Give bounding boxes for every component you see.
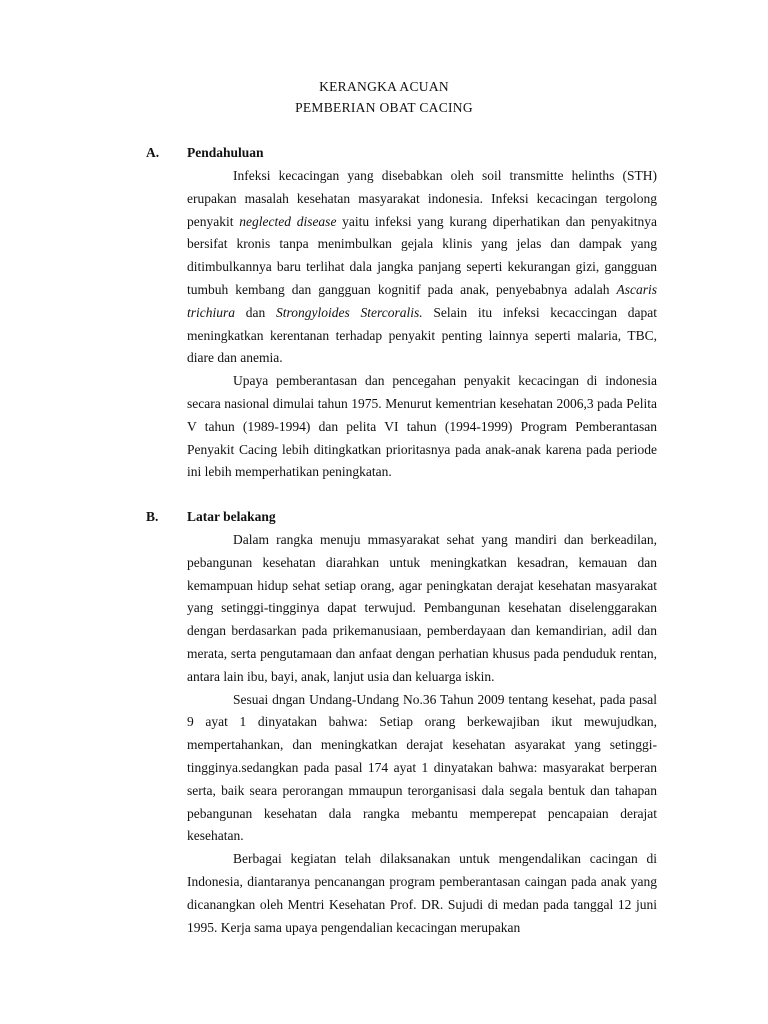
italic-term: neglected disease [239,213,337,229]
italic-term: Strongyloides Stercoralis. [276,304,423,320]
section-b-body [187,529,657,939]
paragraph-text: yaitu infeksi yang kurang diperhatikan dan penyakitnya bersifat kronis tanpa menimbulkan gejala klinis yang jelas dan dampak yang ditimbulkannya baru terlihat dala jangka panjang seperti kekurangan gizi, gangguan tumbuh kembang dan gangguan kognitif pada anak, penyebabnya adalah [187,213,657,297]
document-title-line-1: KERANGKA ACUAN [319,79,449,94]
section-b-paragraph-1: Dalam rangka menuju mmasyarakat sehat yang mandiri dan berkeadilan, pebangunan kesehatan diarahkan untuk meningkatkan kesadran, kemauan dan kemampuan hidup sehat setiap orang, agar peningkatan derajat kesehatan masyarakat yang setinggi-tingginya dapat terwujud. Pembangunan kesehatan diselenggarakan dengan berdasarkan pada prikemanusiaan, pemberdayaan dan kemandirian, adil dan merata, serta pengutamaan dan anfaat dengan perhatian khusus pada penduduk rentan, antara lain ibu, bayi, anak, lanjut usia dan keluarga iskin. [187,532,657,684]
section-b-heading: Latar belakang [187,509,276,524]
section-a-heading: Pendahuluan [187,145,264,160]
section-b-letter: B. [146,509,159,524]
italic-term: Ascaris trichiura [187,281,657,320]
document-title-line-2: PEMBERIAN OBAT CACING [295,100,473,115]
section-a-body [187,165,657,484]
paragraph-text: Infeksi kecacingan yang disebabkan oleh soil transmitte helinths (STH) erupakan masalah kesehatan masyarakat indonesia. Infeksi kecacingan tergolong penyakit [187,168,657,229]
section-b-paragraph-2: Sesuai dngan Undang-Undang No.36 Tahun 2009 tentang kesehat, pada pasal 9 ayat 1 dinyatakan bahwa: Setiap orang berkewajiban ikut mewujudkan, mempertahankan, dan meningkatkan derajat kesehatan asyarakat yang setinggi-tingginya.sedangkan pada pasal 174 ayat 1 dinyatakan bahwa: masyarakat berperan serta, baik seara perorangan mmaupun terorganisasi dala segala bentuk dan tahapan pebangunan kesehatan dala rangka mebantu memperepat pencapaian derajat kesehatan. [187,691,657,844]
section-b-paragraph-3: Berbagai kegiatan telah dilaksanakan untuk mengendalikan cacingan di Indonesia, diantaranya pencanangan program pemberantasan caingan pada anak yang dicanangkan oleh Mentri Kesehatan Prof. DR. Sujudi di medan pada tanggal 12 juni 1995. Kerja sama upaya pengendalian kecacingan merupakan [187,851,657,935]
section-a-paragraph-2: Upaya pemberantasan dan pencegahan penyakit kecacingan di indonesia secara nasional dimulai tahun 1975. Menurut kementrian kesehatan 2006,3 pada Pelita V tahun (1989-1994) dan pelita VI tahun (1994-1999) Program Pemberantasan Penyakit Cacing lebih ditingkatkan prioritasnya pada anak-anak karena pada periode ini lebih memperhatikan peningkatan. [187,373,657,480]
section-a-letter: A. [146,145,160,160]
paragraph-text: dan [235,304,276,320]
section-a-paragraph-1 [187,165,657,370]
paragraph-text: Selain itu infeksi kecaccingan dapat meningkatkan kerentanan terhadap penyakit penting lainnya seperti malaria, TBC, diare dan anemia. [187,304,657,366]
